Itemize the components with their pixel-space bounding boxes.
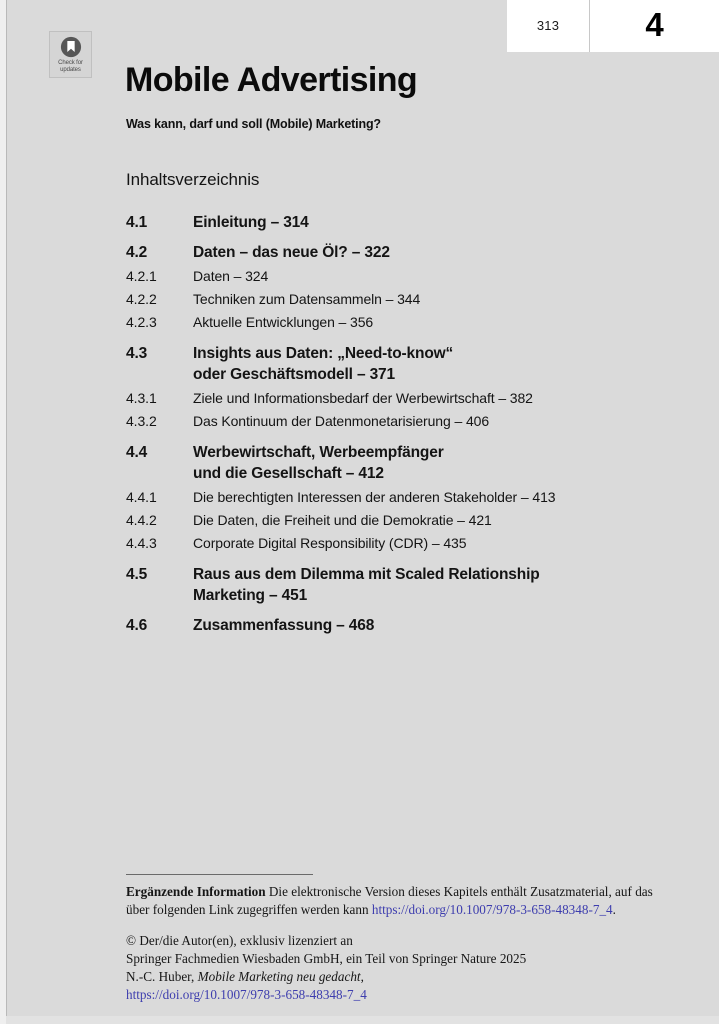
- toc-entry-number: 4.2.1: [126, 268, 157, 284]
- toc-entry-title: [193, 615, 686, 636]
- table-of-contents: [126, 212, 686, 645]
- copyright-line-4: [126, 986, 676, 1004]
- toc-entry-main[interactable]: [126, 242, 686, 263]
- toc-entry-main[interactable]: [126, 442, 686, 484]
- check-for-updates-label: [58, 60, 83, 74]
- chapter-number: 4: [645, 5, 664, 43]
- copyright-line-1: © Der/die Autor(en), exklusiv lizenziert an: [126, 933, 353, 948]
- toc-entry-main[interactable]: [126, 212, 686, 233]
- toc-entry-title-line: Insights aus Daten: „Need-to-know“: [193, 345, 454, 362]
- copyright-book-title: Mobile Marketing neu gedacht: [197, 969, 361, 984]
- toc-entry-sub[interactable]: [126, 532, 686, 555]
- toc-entry-number: 4.4.1: [126, 489, 157, 505]
- toc-entry-title: [193, 343, 686, 385]
- toc-entry-main[interactable]: [126, 615, 686, 636]
- toc-group: [126, 343, 686, 433]
- toc-entry-number: 4.5: [126, 566, 148, 583]
- toc-entry-title: Ziele und Informationsbedarf der Werbewirtschaft – 382: [193, 390, 533, 406]
- toc-entry-number: 4.4.3: [126, 535, 157, 551]
- toc-entry-number: 4.3: [126, 345, 148, 362]
- toc-entry-title-line: Einleitung – 314: [193, 214, 309, 231]
- toc-entry-title-line: Werbewirtschaft, Werbeempfänger: [193, 444, 444, 461]
- copyright-line-3-suffix: ,: [360, 969, 364, 984]
- check-for-updates-label-line2: updates: [60, 67, 81, 73]
- footnote-doi-link[interactable]: https://doi.org/10.1007/978-3-658-48348-7_4: [371, 901, 613, 917]
- toc-entry-sub[interactable]: [126, 509, 686, 532]
- toc-entry-number: 4.2: [126, 244, 148, 261]
- toc-entry-main[interactable]: [126, 564, 686, 606]
- footnote-body-after-link: .: [612, 901, 616, 917]
- toc-entry-number: 4.4: [126, 444, 148, 461]
- page-title: Mobile Advertising: [125, 61, 418, 99]
- toc-entry-sub[interactable]: [126, 288, 686, 311]
- toc-group: [126, 242, 686, 334]
- toc-group: [126, 212, 686, 233]
- copyright-block: [126, 932, 676, 1004]
- copyright-line-3: [126, 968, 676, 986]
- footnote-label: Ergänzende Information: [126, 884, 266, 899]
- toc-entry-number: 4.4.2: [126, 512, 157, 528]
- toc-group: [126, 442, 686, 555]
- toc-entry-number: 4.6: [126, 617, 148, 634]
- toc-entry-title: [193, 564, 686, 606]
- toc-entry-number: 4.1: [126, 214, 148, 231]
- crossmark-bookmark-icon: [60, 36, 82, 58]
- toc-entry-number: 4.2.3: [126, 314, 157, 330]
- toc-entry-title: [193, 242, 686, 263]
- toc-entry-sub[interactable]: [126, 387, 686, 410]
- page-number-box: [507, 0, 589, 52]
- check-for-updates-badge[interactable]: [49, 31, 92, 78]
- toc-entry-title: Aktuelle Entwicklungen – 356: [193, 314, 374, 330]
- footnote-body-before-link: Die elektronische Version dieses Kapitels enthält Zusatzmaterial, auf das über folgenden Link zugegriffen werden kann: [126, 884, 653, 917]
- toc-entry-main[interactable]: [126, 343, 686, 385]
- supplementary-information-note: [126, 883, 676, 918]
- page-number: 313: [536, 17, 560, 33]
- toc-entry-sub[interactable]: [126, 486, 686, 509]
- toc-entry-title: Das Kontinuum der Datenmonetarisierung – 406: [193, 413, 489, 429]
- toc-entry-title: [193, 442, 686, 484]
- toc-entry-number: 4.2.2: [126, 291, 157, 307]
- toc-entry-sub[interactable]: [126, 311, 686, 334]
- toc-entry-sub[interactable]: [126, 410, 686, 433]
- copyright-line-2: Springer Fachmedien Wiesbaden GmbH, ein Teil von Springer Nature 2025: [126, 951, 527, 966]
- toc-entry-number: 4.3.1: [126, 390, 157, 406]
- toc-entry-title: Die berechtigten Interessen der anderen Stakeholder – 413: [193, 489, 556, 505]
- toc-entry-title-line: Daten – das neue Öl? – 322: [193, 244, 390, 261]
- chapter-number-box: [590, 0, 719, 52]
- toc-heading: Inhaltsverzeichnis: [126, 170, 260, 189]
- copyright-author: N.-C. Huber,: [126, 969, 198, 984]
- footnote-rule: [126, 874, 313, 875]
- toc-group: [126, 615, 686, 636]
- toc-entry-sub[interactable]: [126, 265, 686, 288]
- toc-entry-title: Techniken zum Datensammeln – 344: [193, 291, 421, 307]
- page-bottom-edge: [6, 1016, 719, 1024]
- toc-entry-title: [193, 212, 686, 233]
- toc-entry-title: Daten – 324: [193, 268, 269, 284]
- toc-entry-title-line: Marketing – 451: [193, 587, 308, 604]
- toc-entry-title-line: Zusammenfassung – 468: [193, 617, 375, 634]
- toc-entry-title: Die Daten, die Freiheit und die Demokratie – 421: [193, 512, 492, 528]
- check-for-updates-label-line1: Check for: [58, 60, 83, 66]
- copyright-doi-link[interactable]: https://doi.org/10.1007/978-3-658-48348-7_4: [126, 987, 367, 1002]
- toc-entry-number: 4.3.2: [126, 413, 157, 429]
- toc-entry-title-line: oder Geschäftsmodell – 371: [193, 366, 395, 383]
- toc-entry-title-line: und die Gesellschaft – 412: [193, 465, 384, 482]
- toc-entry-title: Corporate Digital Responsibility (CDR) – 435: [193, 535, 467, 551]
- toc-group: [126, 564, 686, 606]
- toc-entry-title-line: Raus aus dem Dilemma mit Scaled Relationship: [193, 566, 540, 583]
- page-subtitle: Was kann, darf und soll (Mobile) Marketing?: [126, 117, 381, 131]
